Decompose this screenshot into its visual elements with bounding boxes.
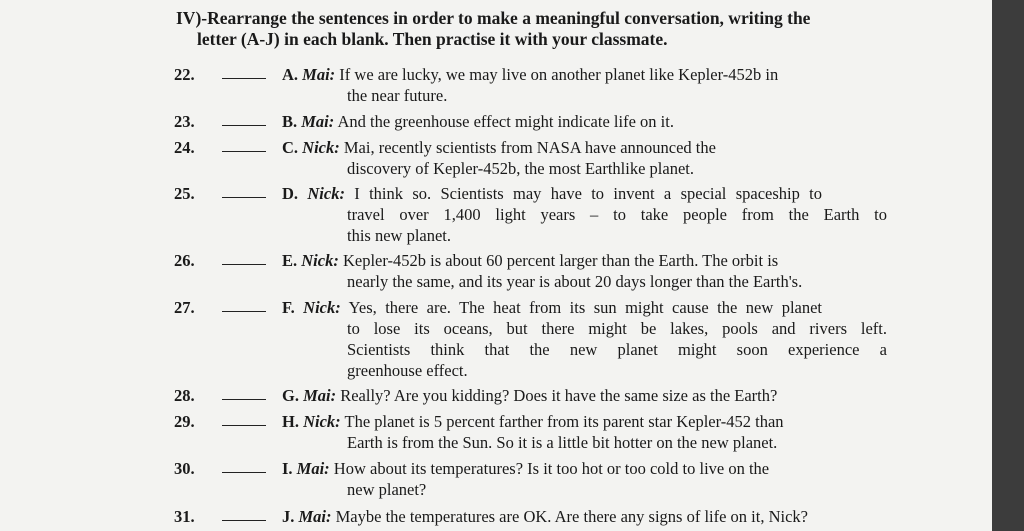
answer-blank[interactable]	[222, 78, 266, 79]
question-number: 29.	[174, 412, 195, 431]
dialogue-sentence	[282, 506, 808, 527]
speaker-name: Mai:	[302, 65, 336, 84]
speaker-name: Mai:	[303, 386, 337, 405]
letter-label: C.	[282, 138, 299, 157]
letter-label: H.	[282, 412, 299, 431]
sentence-text: The planet is 5 percent farther from its parent star Kepler-452 than	[344, 412, 784, 431]
letter-label: F.	[282, 298, 295, 317]
viewer-background	[992, 0, 1024, 531]
speaker-name: Nick:	[307, 184, 345, 203]
answer-blank[interactable]	[222, 197, 266, 198]
sentence-text: Kepler-452b is about 60 percent larger than the Earth. The orbit is	[342, 251, 779, 270]
dialogue-sentence	[282, 183, 887, 246]
exercise-title	[176, 8, 896, 50]
continuation-text: nearly the same, and its year is about 20 days longer than the Earth's.	[347, 272, 803, 291]
sentence-text: Mai, recently scientists from NASA have announced the	[343, 138, 716, 157]
continuation-text: discovery of Kepler-452b, the most Earthlike planet.	[347, 159, 694, 178]
sentence-continuation	[282, 85, 778, 106]
speaker-name: Mai:	[296, 459, 330, 478]
sentence-letter	[282, 138, 340, 157]
continuation-text: Scientists think that the new planet might soon experience a	[347, 340, 887, 359]
sentence-letter	[282, 65, 335, 84]
dialogue-sentence	[282, 250, 802, 292]
question-number: 22.	[174, 65, 195, 84]
speaker-name: Mai:	[298, 507, 332, 526]
answer-blank[interactable]	[222, 311, 266, 312]
sentence-text: If we are lucky, we may live on another planet like Kepler-452b in	[339, 65, 779, 84]
continuation-text: this new planet.	[347, 226, 452, 245]
question-number: 24.	[174, 138, 195, 157]
sentence-letter	[282, 459, 330, 478]
dialogue-sentence	[282, 64, 778, 106]
sentence-letter	[282, 298, 341, 317]
sentence-continuation	[282, 158, 716, 179]
question-number: 23.	[174, 112, 195, 131]
speaker-name: Nick:	[303, 412, 341, 431]
sentence-text: Really? Are you kidding? Does it have the same size as the Earth?	[340, 386, 778, 405]
answer-blank[interactable]	[222, 125, 266, 126]
sentence-continuation	[282, 339, 887, 360]
letter-label: G.	[282, 386, 299, 405]
dialogue-sentence	[282, 137, 716, 179]
continuation-text: new planet?	[347, 480, 427, 499]
question-number: 28.	[174, 386, 195, 405]
sentence-continuation	[282, 432, 784, 453]
answer-blank[interactable]	[222, 472, 266, 473]
continuation-text: the near future.	[347, 86, 448, 105]
letter-label: A.	[282, 65, 299, 84]
sentence-continuation	[282, 318, 887, 339]
sentence-letter	[282, 251, 339, 270]
dialogue-sentence	[282, 297, 887, 381]
question-number: 26.	[174, 251, 195, 270]
question-number: 27.	[174, 298, 195, 317]
sentence-text: Yes, there are. The heat from its sun might cause the new planet	[348, 298, 823, 317]
sentence-continuation	[282, 479, 769, 500]
answer-blank[interactable]	[222, 264, 266, 265]
sentence-letter	[282, 112, 334, 131]
dialogue-sentence	[282, 111, 674, 132]
question-number: 25.	[174, 184, 195, 203]
answer-blank[interactable]	[222, 399, 266, 400]
letter-label: J.	[282, 507, 295, 526]
letter-label: I.	[282, 459, 293, 478]
sentence-letter	[282, 412, 341, 431]
sentence-text: And the greenhouse effect might indicate life on it.	[337, 112, 674, 131]
continuation-text: travel over 1,400 light years – to take people from the Earth to	[347, 205, 887, 224]
sentence-text: How about its temperatures? Is it too hot or too cold to live on the	[333, 459, 770, 478]
speaker-name: Nick:	[302, 138, 340, 157]
dialogue-sentence	[282, 411, 784, 453]
sentence-continuation	[282, 271, 802, 292]
sentence-letter	[282, 386, 336, 405]
continuation-text: Earth is from the Sun. So it is a little bit hotter on the new planet.	[347, 433, 778, 452]
sentence-letter	[282, 507, 332, 526]
dialogue-sentence	[282, 385, 777, 406]
sentence-continuation	[282, 225, 887, 246]
letter-label: E.	[282, 251, 298, 270]
sentence-text: I think so. Scientists may have to invent a special spaceship to	[354, 184, 823, 203]
question-number: 31.	[174, 507, 195, 526]
continuation-text: greenhouse effect.	[347, 361, 468, 380]
continuation-text: to lose its oceans, but there might be lakes, pools and rivers left.	[347, 319, 887, 338]
dialogue-sentence	[282, 458, 769, 500]
sentence-continuation	[282, 360, 887, 381]
sentence-text: Maybe the temperatures are OK. Are there any signs of life on it, Nick?	[335, 507, 809, 526]
speaker-name: Nick:	[301, 251, 339, 270]
title-line-1: IV)-Rearrange the sentences in order to make a meaningful conversation, writing the	[176, 8, 811, 28]
letter-label: D.	[282, 184, 299, 203]
speaker-name: Mai:	[301, 112, 335, 131]
sentence-letter	[282, 184, 345, 203]
sentence-continuation	[282, 204, 887, 225]
letter-label: B.	[282, 112, 298, 131]
speaker-name: Nick:	[303, 298, 341, 317]
question-number: 30.	[174, 459, 195, 478]
answer-blank[interactable]	[222, 425, 266, 426]
answer-blank[interactable]	[222, 520, 266, 521]
answer-blank[interactable]	[222, 151, 266, 152]
title-line-2: letter (A-J) in each blank. Then practise it with your classmate.	[197, 29, 668, 49]
